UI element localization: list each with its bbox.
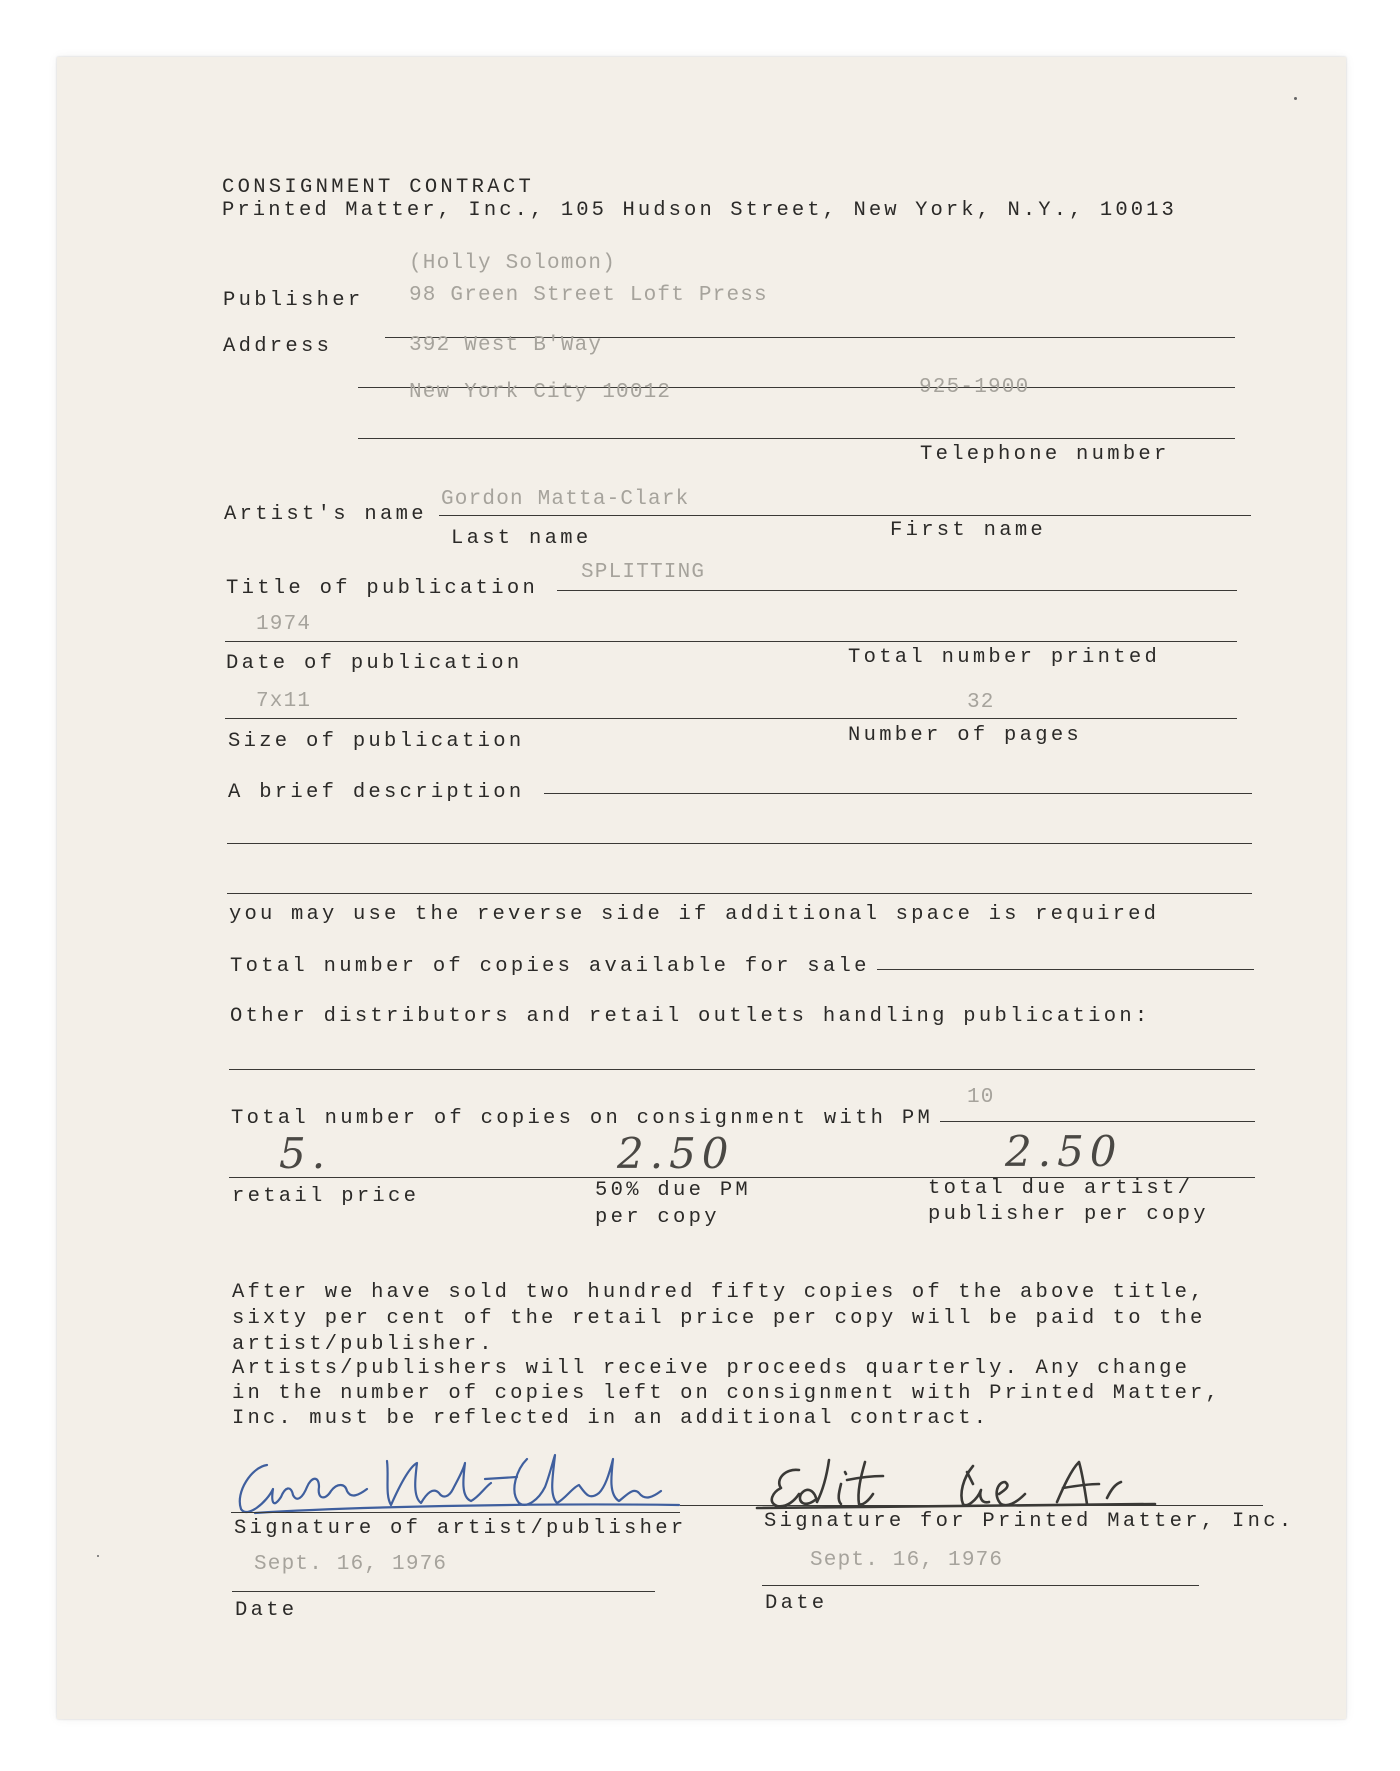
address-label: Address [223, 335, 333, 358]
printed-matter-signature-label: Signature for Printed Matter, Inc. [764, 1510, 1295, 1533]
description-line2 [227, 843, 1252, 844]
number-pages-label: Number of pages [848, 724, 1083, 747]
due-pm-value: 2.50 [617, 1129, 735, 1178]
due-artist-label-line2: publisher per copy [928, 1203, 1209, 1226]
address-line2-value: New York City 10012 [409, 381, 672, 404]
telephone-value: 925-1900 [919, 376, 1030, 399]
consignment-label: Total number of copies on consignment with PM [231, 1107, 934, 1130]
total-printed-label: Total number printed [848, 646, 1161, 669]
retail-price-value: 5. [279, 1129, 332, 1178]
printed-matter-signature-line [680, 1505, 1263, 1506]
address-line2-line [358, 438, 1235, 439]
artist-signature-label: Signature of artist/publisher [234, 1517, 687, 1540]
description-line3 [227, 893, 1252, 894]
artist-name-line [439, 515, 1251, 516]
artist-date-line [232, 1591, 655, 1592]
terms-line: Inc. must be reflected in an additional contract. [232, 1407, 990, 1430]
artist-date-label: Date [235, 1599, 298, 1622]
last-name-label: Last name [451, 527, 592, 550]
publisher-value: 98 Green Street Loft Press [409, 284, 768, 307]
retail-price-label: retail price [232, 1185, 420, 1208]
due-artist-value: 2.50 [1005, 1127, 1123, 1176]
other-distributors-label: Other distributors and retail outlets handling publication: [230, 1005, 1151, 1028]
size-publication-line [225, 718, 1237, 719]
terms-line: in the number of copies left on consignment with Printed Matter, [232, 1382, 1221, 1405]
description-line1 [544, 793, 1252, 794]
title-publication-line [557, 590, 1237, 591]
first-name-label: First name [890, 519, 1047, 542]
title-publication-value: SPLITTING [581, 561, 706, 584]
address-line1-value: 392 West B'Way [409, 334, 603, 357]
artist-signature-line [231, 1512, 680, 1513]
paper-speck [97, 1555, 99, 1557]
terms-line: sixty per cent of the retail price per copy will be paid to the [232, 1307, 1206, 1330]
date-publication-label: Date of publication [226, 652, 523, 675]
reverse-side-note: you may use the reverse side if additional space is required [229, 903, 1160, 926]
terms-line: After we have sold two hundred fifty copies of the above title, [232, 1281, 1206, 1304]
terms-line: Artists/publishers will receive proceeds quarterly. Any change [232, 1357, 1191, 1380]
size-publication-label: Size of publication [228, 730, 525, 753]
paper-speck [1294, 97, 1297, 100]
brief-description-label: A brief description [228, 781, 525, 804]
due-pm-label-line1: 50% due PM [595, 1179, 752, 1202]
publisher-note-value: (Holly Solomon) [409, 252, 617, 275]
contract-title: CONSIGNMENT CONTRACT [222, 176, 535, 199]
printed-matter-date-label: Date [765, 1592, 828, 1615]
printed-matter-date-value: Sept. 16, 1976 [810, 1549, 1004, 1572]
terms-line: artist/publisher. [232, 1333, 495, 1356]
size-publication-value: 7x11 [256, 690, 312, 713]
publisher-label: Publisher [223, 289, 364, 312]
date-publication-line [225, 641, 1237, 642]
number-pages-value: 32 [967, 691, 995, 714]
artist-signature [227, 1447, 687, 1522]
date-publication-value: 1974 [256, 613, 312, 636]
organization-address: Printed Matter, Inc., 105 Hudson Street, New York, N.Y., 10013 [222, 199, 1177, 222]
copies-sale-label: Total number of copies available for sale [230, 955, 870, 978]
contract-sheet [57, 57, 1346, 1719]
due-artist-label-line1: total due artist/ [928, 1177, 1194, 1200]
copies-sale-line [877, 969, 1254, 970]
telephone-label: Telephone number [920, 443, 1170, 466]
printed-matter-date-line [762, 1585, 1199, 1586]
printed-matter-signature [737, 1450, 1157, 1512]
consignment-value: 10 [967, 1086, 995, 1109]
artist-date-value: Sept. 16, 1976 [254, 1553, 448, 1576]
consignment-line [940, 1121, 1255, 1122]
due-pm-label-line2: per copy [595, 1206, 720, 1229]
artist-name-label: Artist's name [224, 503, 427, 526]
title-publication-label: Title of publication [226, 577, 539, 600]
other-distributors-line [229, 1069, 1255, 1070]
artist-name-value: Gordon Matta-Clark [441, 488, 690, 511]
